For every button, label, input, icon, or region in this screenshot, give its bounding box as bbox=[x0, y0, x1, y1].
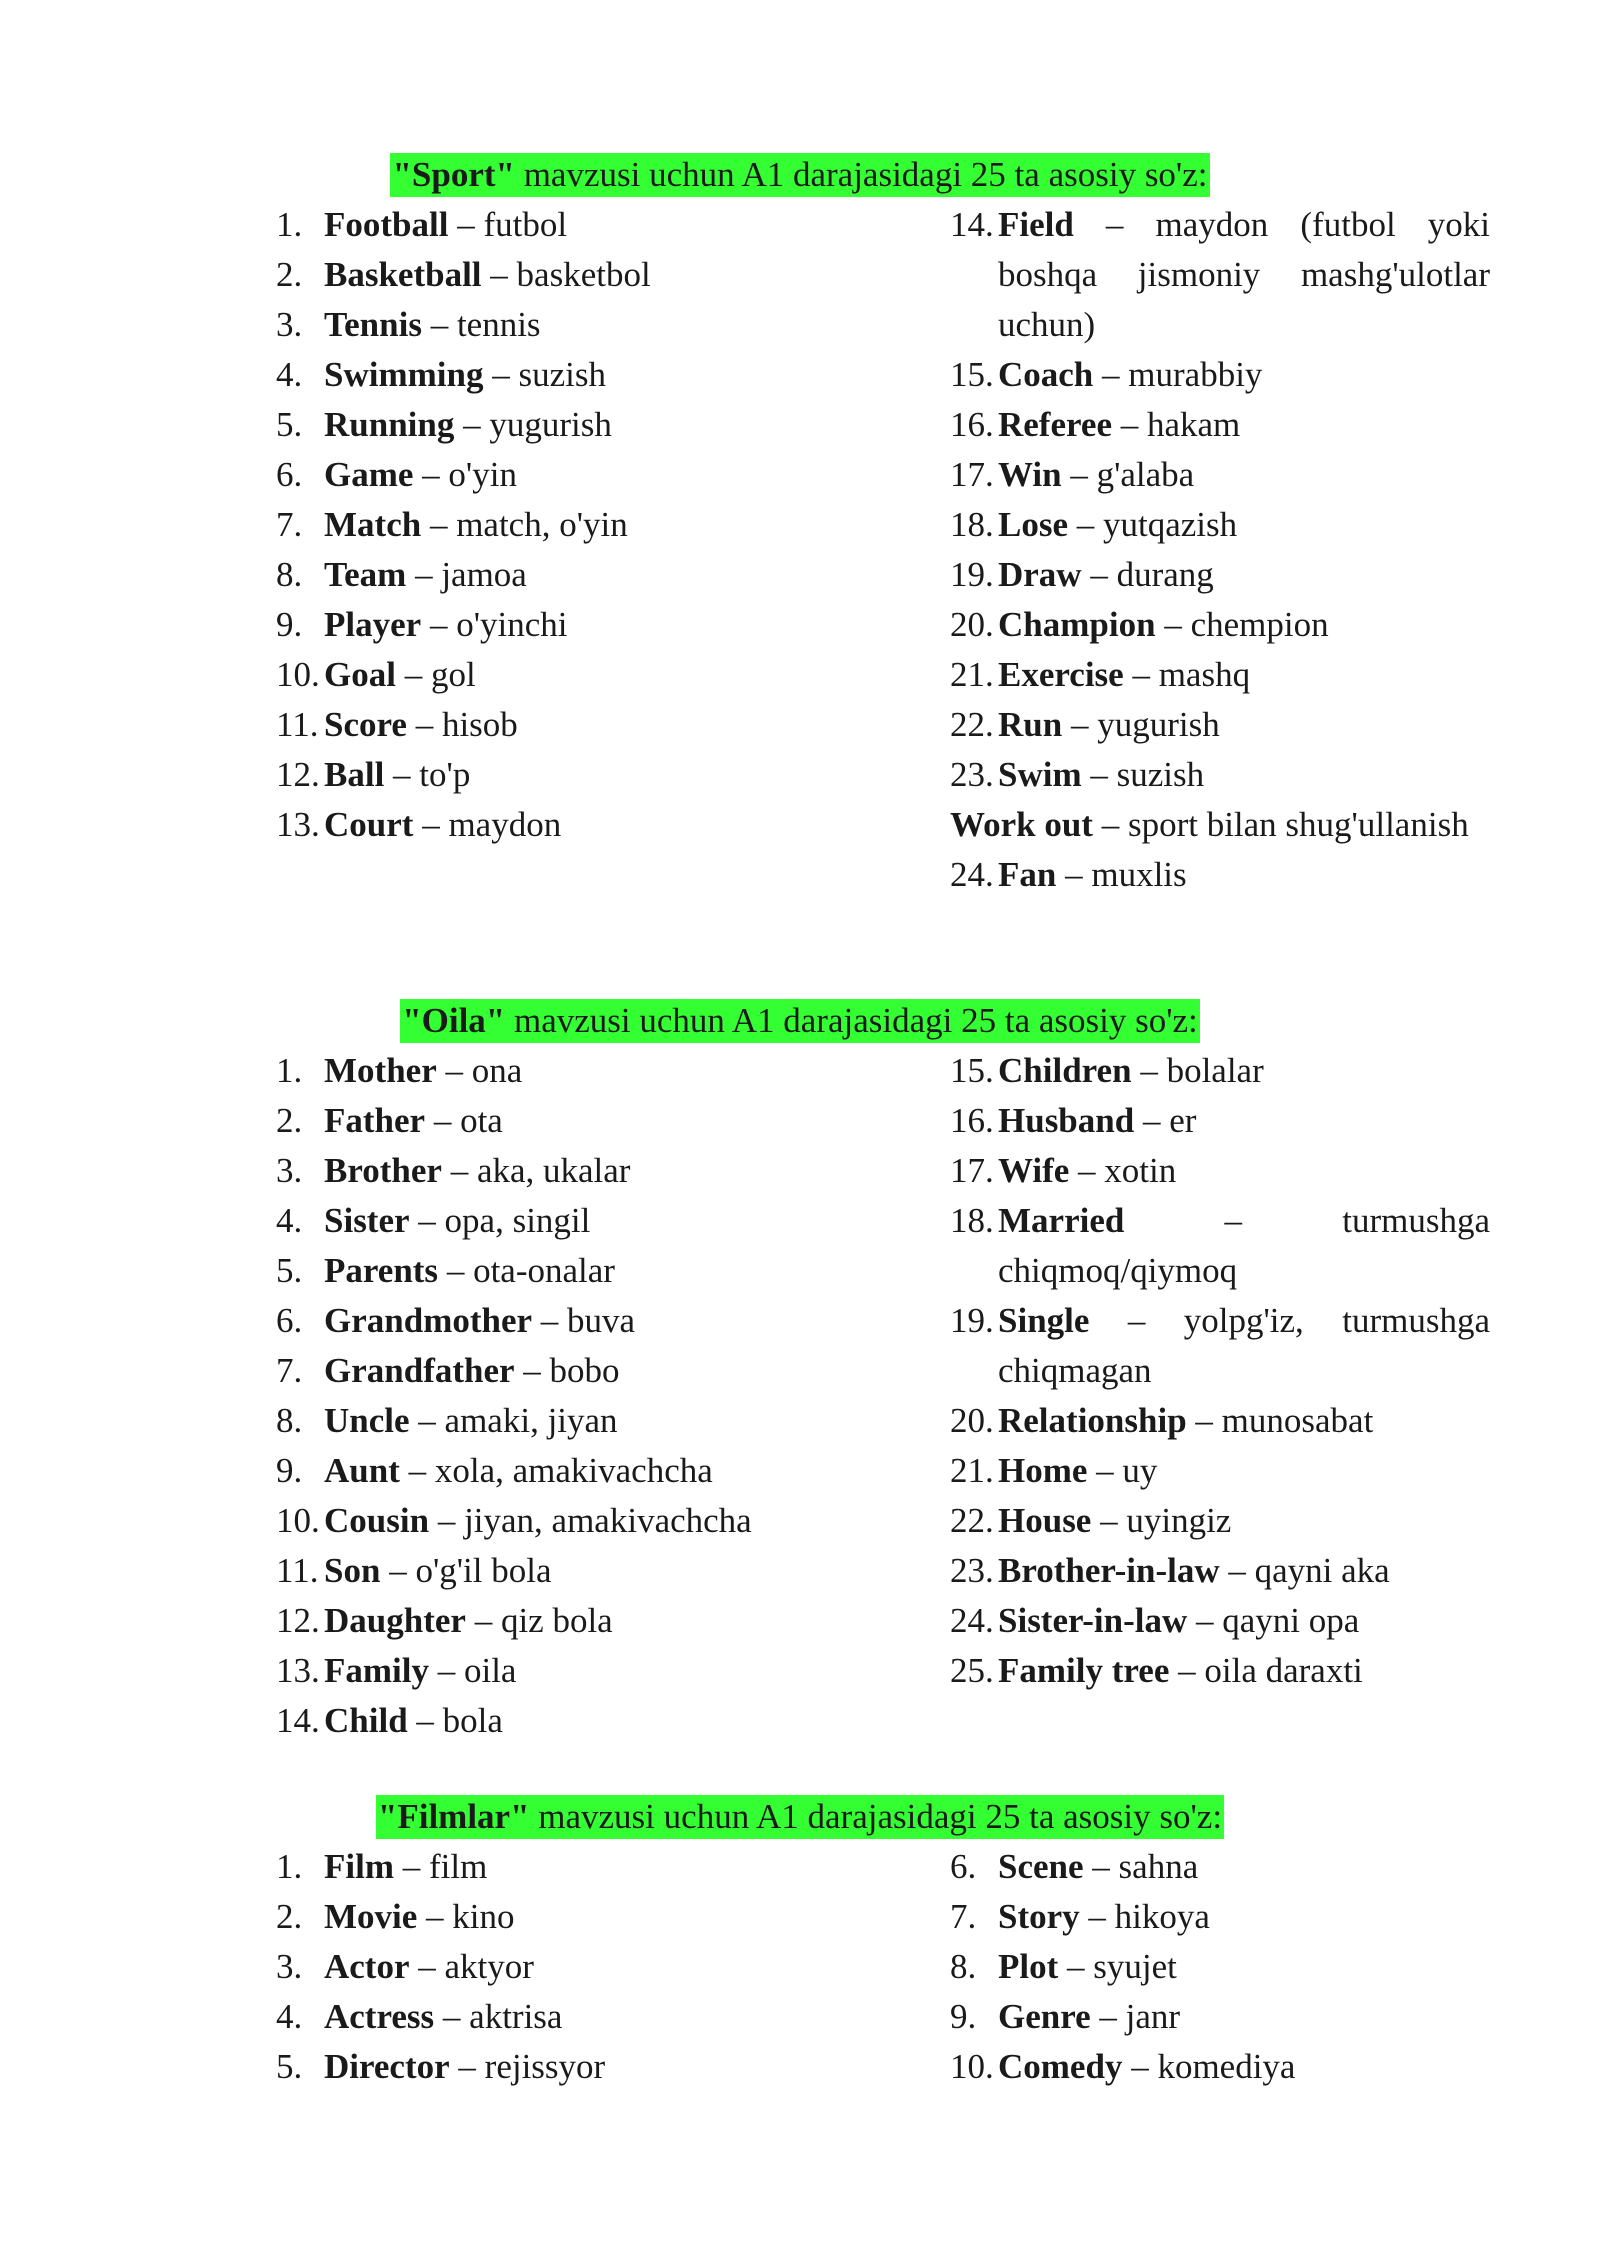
item-number: 5. bbox=[276, 1251, 303, 1290]
left-column bbox=[276, 1842, 816, 2092]
vocab-item bbox=[950, 1446, 1490, 1496]
item-term: Run bbox=[998, 705, 1063, 744]
vocab-item bbox=[276, 1696, 816, 1746]
item-term: Married bbox=[998, 1201, 1125, 1240]
item-term: Player bbox=[324, 605, 422, 644]
vocab-item bbox=[276, 250, 816, 300]
item-term: Child bbox=[324, 1701, 408, 1740]
item-number: 2. bbox=[276, 1897, 303, 1936]
item-term: Sister-in-law bbox=[998, 1601, 1188, 1640]
vocab-item bbox=[276, 750, 816, 800]
item-term: Grandfather bbox=[324, 1351, 515, 1390]
item-term: Tennis bbox=[324, 305, 422, 344]
item-definition: – yolpg'iz, turmushga chiqmagan bbox=[998, 1301, 1490, 1390]
vocab-item bbox=[276, 2042, 816, 2092]
item-definition: – aktrisa bbox=[434, 1997, 563, 2036]
item-definition: – o'yinchi bbox=[421, 605, 568, 644]
vocab-item bbox=[950, 600, 1490, 650]
item-definition: – maydon (futbol yoki boshqa jismoniy mashg'ulotlar uchun) bbox=[998, 205, 1490, 344]
item-number: 7. bbox=[276, 1351, 303, 1390]
vocab-item bbox=[950, 1546, 1490, 1596]
item-term: Actress bbox=[324, 1997, 435, 2036]
section-heading bbox=[0, 1792, 1600, 1842]
item-term: Win bbox=[998, 455, 1062, 494]
vocab-item bbox=[276, 1246, 816, 1296]
item-definition: – chempion bbox=[1155, 605, 1329, 644]
item-definition: – yutqazish bbox=[1068, 505, 1238, 544]
heading-text: mavzusi uchun A1 darajasidagi 25 ta asosiy so'z: bbox=[514, 155, 1208, 194]
vocab-item bbox=[950, 200, 1490, 350]
vocab-item bbox=[276, 1446, 816, 1496]
item-term: Mother bbox=[324, 1051, 437, 1090]
vocab-item bbox=[950, 400, 1490, 450]
item-term: Field bbox=[998, 205, 1074, 244]
item-number: 6. bbox=[276, 1301, 303, 1340]
item-number: 2. bbox=[276, 1101, 303, 1140]
right-column bbox=[950, 1842, 1490, 2092]
item-number: 7. bbox=[276, 505, 303, 544]
item-definition: – sport bilan shug'ullanish bbox=[1092, 805, 1469, 844]
vocab-item bbox=[950, 550, 1490, 600]
item-number: 21. bbox=[950, 1451, 994, 1490]
item-number: 3. bbox=[276, 1151, 303, 1190]
item-definition: – komediya bbox=[1122, 2047, 1296, 2086]
item-term: Fan bbox=[998, 855, 1057, 894]
item-definition: – oila daraxti bbox=[1169, 1651, 1363, 1690]
item-definition: – munosabat bbox=[1186, 1401, 1374, 1440]
item-term: Single bbox=[998, 1301, 1090, 1340]
item-definition: – aka, ukalar bbox=[441, 1151, 631, 1190]
item-definition: – ona bbox=[436, 1051, 523, 1090]
item-number: 11. bbox=[276, 1551, 319, 1590]
item-definition: – yugurish bbox=[1062, 705, 1220, 744]
item-definition: – murabbiy bbox=[1093, 355, 1263, 394]
item-term: Swimming bbox=[324, 355, 484, 394]
item-term: Brother bbox=[324, 1151, 442, 1190]
item-term: Goal bbox=[324, 655, 396, 694]
vocab-item bbox=[276, 1346, 816, 1396]
vocab-item bbox=[950, 800, 1490, 850]
item-definition: – rejissyor bbox=[449, 2047, 606, 2086]
vocab-item bbox=[950, 1942, 1490, 1992]
item-number: 22. bbox=[950, 1501, 994, 1540]
item-term: Brother-in-law bbox=[998, 1551, 1220, 1590]
item-definition: – o'g'il bola bbox=[380, 1551, 552, 1590]
item-number: 12. bbox=[276, 1601, 320, 1640]
vocab-item bbox=[950, 1296, 1490, 1396]
vocab-item bbox=[950, 1992, 1490, 2042]
item-term: Exercise bbox=[998, 655, 1124, 694]
item-definition: – futbol bbox=[448, 205, 568, 244]
item-definition: – hakam bbox=[1111, 405, 1241, 444]
item-term: Draw bbox=[998, 555, 1082, 594]
heading-topic: "Filmlar" bbox=[377, 1797, 530, 1836]
item-definition: – amaki, jiyan bbox=[409, 1401, 618, 1440]
vocab-item bbox=[276, 400, 816, 450]
item-term: Court bbox=[324, 805, 414, 844]
vocab-item bbox=[276, 1496, 816, 1546]
vocab-item bbox=[950, 1646, 1490, 1696]
item-definition: – xola, amakivachcha bbox=[399, 1451, 713, 1490]
item-definition: – durang bbox=[1081, 555, 1214, 594]
item-term: Family tree bbox=[998, 1651, 1170, 1690]
vocab-item bbox=[276, 1596, 816, 1646]
vocab-item bbox=[276, 1546, 816, 1596]
item-term: Wife bbox=[998, 1151, 1070, 1190]
item-definition: – janr bbox=[1090, 1997, 1181, 2036]
vocab-item bbox=[950, 1196, 1490, 1296]
item-definition: – opa, singil bbox=[409, 1201, 591, 1240]
vocab-item bbox=[276, 1892, 816, 1942]
vocab-item bbox=[950, 1596, 1490, 1646]
item-number: 8. bbox=[276, 555, 303, 594]
item-number: 8. bbox=[276, 1401, 303, 1440]
item-number: 19. bbox=[950, 1301, 994, 1340]
heading-highlight bbox=[400, 999, 1200, 1043]
section-heading bbox=[0, 150, 1600, 200]
vocab-item bbox=[276, 800, 816, 850]
item-number: 20. bbox=[950, 605, 994, 644]
item-definition: – ota bbox=[425, 1101, 503, 1140]
item-term: Son bbox=[324, 1551, 381, 1590]
item-definition: – qayni opa bbox=[1187, 1601, 1360, 1640]
item-definition: – g'alaba bbox=[1061, 455, 1195, 494]
vocab-item bbox=[276, 600, 816, 650]
vocab-item bbox=[950, 1842, 1490, 1892]
item-term: Grandmother bbox=[324, 1301, 533, 1340]
item-term: Story bbox=[998, 1897, 1080, 1936]
heading-text: mavzusi uchun A1 darajasidagi 25 ta asosiy so'z: bbox=[505, 1001, 1198, 1040]
item-definition: – film bbox=[393, 1847, 488, 1886]
item-term: Running bbox=[324, 405, 455, 444]
right-column bbox=[950, 200, 1490, 900]
item-definition: – turmushga chiqmoq/qiymoq bbox=[998, 1201, 1490, 1290]
vocab-item bbox=[276, 350, 816, 400]
item-definition: – gol bbox=[395, 655, 476, 694]
item-number: 4. bbox=[276, 1997, 303, 2036]
item-definition: – qiz bola bbox=[465, 1601, 613, 1640]
item-definition: – maydon bbox=[413, 805, 562, 844]
item-definition: – kino bbox=[417, 1897, 515, 1936]
vocab-item bbox=[950, 1046, 1490, 1096]
item-term: Score bbox=[324, 705, 407, 744]
heading-topic: "Oila" bbox=[402, 1001, 506, 1040]
vocab-item bbox=[276, 1196, 816, 1246]
item-term: Work out bbox=[950, 805, 1093, 844]
item-term: Champion bbox=[998, 605, 1156, 644]
heading-highlight bbox=[390, 153, 1209, 197]
item-definition: – hikoya bbox=[1079, 1897, 1210, 1936]
item-number: 25. bbox=[950, 1651, 994, 1690]
vocab-item bbox=[276, 550, 816, 600]
item-definition: – jiyan, amakivachcha bbox=[429, 1501, 752, 1540]
item-term: Football bbox=[324, 205, 449, 244]
item-number: 6. bbox=[950, 1847, 977, 1886]
left-column bbox=[276, 1046, 816, 1746]
item-definition: – qayni aka bbox=[1219, 1551, 1390, 1590]
vocab-item bbox=[950, 450, 1490, 500]
item-number: 17. bbox=[950, 455, 994, 494]
item-number: 18. bbox=[950, 1201, 994, 1240]
item-number: 1. bbox=[276, 1847, 303, 1886]
item-definition: – bolalar bbox=[1131, 1051, 1264, 1090]
heading-topic: "Sport" bbox=[392, 155, 515, 194]
item-number: 10. bbox=[276, 1501, 320, 1540]
item-term: Film bbox=[324, 1847, 394, 1886]
vocab-item bbox=[950, 1496, 1490, 1546]
item-term: Relationship bbox=[998, 1401, 1187, 1440]
item-term: Home bbox=[998, 1451, 1088, 1490]
vocab-item bbox=[276, 1046, 816, 1096]
item-definition: – er bbox=[1134, 1101, 1197, 1140]
vocab-item bbox=[276, 1992, 816, 2042]
vocab-item bbox=[276, 500, 816, 550]
vocab-item bbox=[950, 750, 1490, 800]
vocab-item bbox=[276, 1146, 816, 1196]
vocab-item bbox=[950, 1096, 1490, 1146]
item-definition: – basketbol bbox=[481, 255, 651, 294]
item-number: 6. bbox=[276, 455, 303, 494]
item-term: Genre bbox=[998, 1997, 1091, 2036]
item-term: Referee bbox=[998, 405, 1112, 444]
item-definition: – o'yin bbox=[413, 455, 517, 494]
item-number: 14. bbox=[276, 1701, 320, 1740]
item-definition: – buva bbox=[532, 1301, 636, 1340]
item-definition: – muxlis bbox=[1056, 855, 1187, 894]
item-number: 5. bbox=[276, 2047, 303, 2086]
section-heading bbox=[0, 996, 1600, 1046]
vocab-item bbox=[950, 1146, 1490, 1196]
item-term: Father bbox=[324, 1101, 426, 1140]
item-term: Game bbox=[324, 455, 414, 494]
item-number: 3. bbox=[276, 1947, 303, 1986]
vocab-item bbox=[276, 300, 816, 350]
item-number: 9. bbox=[276, 1451, 303, 1490]
item-number: 14. bbox=[950, 205, 994, 244]
item-definition: – hisob bbox=[406, 705, 518, 744]
item-number: 22. bbox=[950, 705, 994, 744]
item-number: 4. bbox=[276, 355, 303, 394]
item-term: Daughter bbox=[324, 1601, 466, 1640]
item-definition: – mashq bbox=[1123, 655, 1251, 694]
item-number: 1. bbox=[276, 1051, 303, 1090]
item-definition: – oila bbox=[428, 1651, 517, 1690]
vocab-item bbox=[276, 1396, 816, 1446]
item-definition: – suzish bbox=[1081, 755, 1205, 794]
item-number: 12. bbox=[276, 755, 320, 794]
item-term: Comedy bbox=[998, 2047, 1123, 2086]
item-definition: – to'p bbox=[384, 755, 471, 794]
item-term: Ball bbox=[324, 755, 385, 794]
item-term: Husband bbox=[998, 1101, 1135, 1140]
vocab-item bbox=[276, 450, 816, 500]
item-term: Plot bbox=[998, 1947, 1059, 1986]
item-definition: – uyingiz bbox=[1091, 1501, 1232, 1540]
item-number: 2. bbox=[276, 255, 303, 294]
item-term: Swim bbox=[998, 755, 1082, 794]
item-number: 9. bbox=[276, 605, 303, 644]
vocab-item bbox=[950, 2042, 1490, 2092]
item-number: 19. bbox=[950, 555, 994, 594]
item-number: 13. bbox=[276, 1651, 320, 1690]
item-number: 4. bbox=[276, 1201, 303, 1240]
vocab-item bbox=[276, 700, 816, 750]
vocab-item bbox=[276, 1296, 816, 1346]
item-number: 17. bbox=[950, 1151, 994, 1190]
item-term: Scene bbox=[998, 1847, 1084, 1886]
item-number: 15. bbox=[950, 355, 994, 394]
vocab-item bbox=[950, 650, 1490, 700]
item-definition: – match, o'yin bbox=[421, 505, 628, 544]
vocab-item bbox=[950, 350, 1490, 400]
vocab-item bbox=[276, 1842, 816, 1892]
item-number: 15. bbox=[950, 1051, 994, 1090]
item-term: Uncle bbox=[324, 1401, 410, 1440]
vocab-item bbox=[950, 1892, 1490, 1942]
item-number: 18. bbox=[950, 505, 994, 544]
item-definition: – jamoa bbox=[406, 555, 527, 594]
item-number: 24. bbox=[950, 1601, 994, 1640]
heading-text: mavzusi uchun A1 darajasidagi 25 ta asosiy so'z: bbox=[529, 1797, 1223, 1836]
item-number: 3. bbox=[276, 305, 303, 344]
vocab-item bbox=[950, 1396, 1490, 1446]
item-term: Basketball bbox=[324, 255, 482, 294]
item-definition: – sahna bbox=[1083, 1847, 1199, 1886]
item-definition: – ota-onalar bbox=[438, 1251, 615, 1290]
item-number: 1. bbox=[276, 205, 303, 244]
vocab-item bbox=[950, 850, 1490, 900]
item-number: 8. bbox=[950, 1947, 977, 1986]
item-number: 10. bbox=[276, 655, 320, 694]
item-definition: – syujet bbox=[1058, 1947, 1177, 1986]
vocab-item bbox=[276, 1096, 816, 1146]
item-term: Children bbox=[998, 1051, 1132, 1090]
item-term: Director bbox=[324, 2047, 450, 2086]
item-definition: – yugurish bbox=[454, 405, 612, 444]
item-number: 10. bbox=[950, 2047, 994, 2086]
left-column bbox=[276, 200, 816, 850]
item-number: 21. bbox=[950, 655, 994, 694]
item-definition: – suzish bbox=[483, 355, 606, 394]
item-term: Cousin bbox=[324, 1501, 430, 1540]
item-number: 16. bbox=[950, 1101, 994, 1140]
right-column bbox=[950, 1046, 1490, 1696]
item-term: Team bbox=[324, 555, 407, 594]
item-number: 11. bbox=[276, 705, 319, 744]
item-number: 23. bbox=[950, 1551, 994, 1590]
item-definition: – bola bbox=[407, 1701, 503, 1740]
item-term: Coach bbox=[998, 355, 1094, 394]
heading-highlight bbox=[376, 1795, 1224, 1839]
item-term: House bbox=[998, 1501, 1092, 1540]
item-term: Family bbox=[324, 1651, 429, 1690]
item-number: 5. bbox=[276, 405, 303, 444]
item-definition: – aktyor bbox=[409, 1947, 534, 1986]
vocab-item bbox=[276, 1942, 816, 1992]
item-number: 13. bbox=[276, 805, 320, 844]
item-definition: – uy bbox=[1087, 1451, 1158, 1490]
item-term: Movie bbox=[324, 1897, 418, 1936]
item-term: Sister bbox=[324, 1201, 410, 1240]
item-number: 9. bbox=[950, 1997, 977, 2036]
item-number: 16. bbox=[950, 405, 994, 444]
item-term: Aunt bbox=[324, 1451, 400, 1490]
item-definition: – tennis bbox=[421, 305, 541, 344]
item-term: Match bbox=[324, 505, 422, 544]
item-number: 20. bbox=[950, 1401, 994, 1440]
item-number: 7. bbox=[950, 1897, 977, 1936]
item-definition: – xotin bbox=[1069, 1151, 1177, 1190]
item-term: Parents bbox=[324, 1251, 439, 1290]
vocab-item bbox=[950, 700, 1490, 750]
item-term: Actor bbox=[324, 1947, 410, 1986]
item-term: Lose bbox=[998, 505, 1068, 544]
vocab-item bbox=[950, 500, 1490, 550]
vocab-item bbox=[276, 200, 816, 250]
vocab-item bbox=[276, 1646, 816, 1696]
item-number: 23. bbox=[950, 755, 994, 794]
item-definition: – bobo bbox=[514, 1351, 620, 1390]
vocab-item bbox=[276, 650, 816, 700]
item-number: 24. bbox=[950, 855, 994, 894]
